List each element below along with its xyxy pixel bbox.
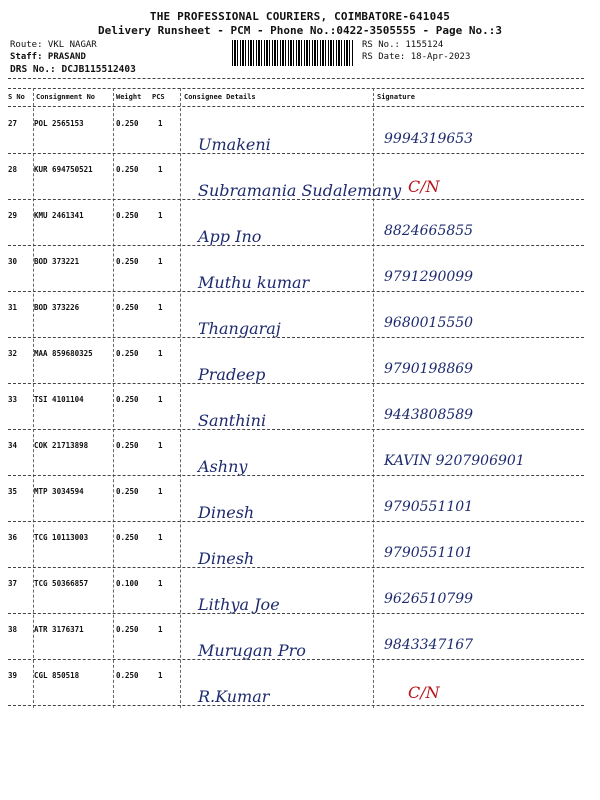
receiver-signature: 9790551101 — [384, 499, 474, 515]
col-consignment-header: Consignment No — [36, 93, 96, 101]
consignee-handwritten-name: Muthu kumar — [198, 273, 310, 292]
col-sno-header: S No — [8, 93, 25, 101]
row-pcs: 1 — [158, 671, 163, 680]
col-pcs-header: PCS — [152, 93, 165, 101]
row-consignment-no: TCG 50366857 — [34, 579, 89, 588]
divider — [8, 88, 584, 89]
receiver-signature: 9680015550 — [384, 315, 474, 331]
consignee-handwritten-name: Murugan Pro — [198, 641, 306, 660]
consignee-handwritten-name: Lithya Joe — [198, 595, 280, 614]
row-divider — [8, 521, 584, 522]
row-weight: 0.250 — [116, 441, 139, 450]
row-divider — [8, 291, 584, 292]
row-weight: 0.250 — [116, 257, 139, 266]
consignee-handwritten-name: Dinesh — [198, 503, 255, 522]
row-sno: 27 — [8, 119, 18, 128]
rs-date: RS Date: 18-Apr-2023 — [362, 52, 471, 62]
row-consignment-no: MAA 859680325 — [34, 349, 93, 358]
receiver-signature: C/N — [408, 177, 440, 196]
row-sno: 34 — [8, 441, 18, 450]
row-pcs: 1 — [158, 533, 163, 542]
route-label: Route: VKL NAGAR — [10, 40, 97, 50]
row-pcs: 1 — [158, 349, 163, 358]
receiver-signature: 9790198869 — [384, 361, 474, 377]
row-pcs: 1 — [158, 487, 163, 496]
row-pcs: 1 — [158, 211, 163, 220]
row-sno: 36 — [8, 533, 18, 542]
row-sno: 30 — [8, 257, 18, 266]
receiver-signature: 9791290099 — [384, 269, 474, 285]
runsheet-subtitle: Delivery Runsheet - PCM - Phone No.:0422-3505555 - Page No.:3 — [98, 24, 502, 37]
receiver-signature: 9994319653 — [384, 131, 474, 147]
row-weight: 0.250 — [116, 165, 139, 174]
row-consignment-no: COK 21713898 — [34, 441, 89, 450]
consignee-handwritten-name: R.Kumar — [198, 687, 270, 706]
divider — [8, 78, 584, 79]
consignee-handwritten-name: Santhini — [198, 411, 267, 430]
row-consignment-no: BOD 373226 — [34, 303, 80, 312]
row-pcs: 1 — [158, 303, 163, 312]
row-sno: 37 — [8, 579, 18, 588]
drs-number: DRS No.: DCJB115512403 — [10, 64, 136, 75]
row-divider — [8, 613, 584, 614]
row-divider — [8, 153, 584, 154]
receiver-signature: C/N — [408, 683, 440, 702]
receiver-signature: 9843347167 — [384, 637, 474, 653]
col-details-header: Consignee Details — [184, 93, 256, 101]
receiver-signature: 9790551101 — [384, 545, 474, 561]
row-consignment-no: MTP 3034594 — [34, 487, 84, 496]
consignee-handwritten-name: Dinesh — [198, 549, 255, 568]
row-sno: 38 — [8, 625, 18, 634]
row-weight: 0.250 — [116, 349, 139, 358]
barcode-image — [232, 40, 354, 66]
receiver-signature: KAVIN 9207906901 — [384, 453, 525, 469]
row-consignment-no: KMU 2461341 — [34, 211, 84, 220]
row-consignment-no: ATR 3176371 — [34, 625, 84, 634]
row-weight: 0.250 — [116, 303, 139, 312]
row-sno: 28 — [8, 165, 18, 174]
row-weight: 0.100 — [116, 579, 139, 588]
row-consignment-no: TSI 4101104 — [34, 395, 84, 404]
col-weight-header: Weight — [116, 93, 142, 101]
row-pcs: 1 — [158, 579, 163, 588]
row-pcs: 1 — [158, 625, 163, 634]
staff-label: Staff: PRASAND — [10, 52, 86, 62]
row-divider — [8, 429, 584, 430]
receiver-signature: 9443808589 — [384, 407, 474, 423]
row-divider — [8, 337, 584, 338]
row-divider — [8, 199, 584, 200]
row-weight: 0.250 — [116, 119, 139, 128]
row-divider — [8, 659, 584, 660]
row-consignment-no: TCG 10113003 — [34, 533, 89, 542]
consignee-handwritten-name: Thangaraj — [198, 319, 281, 338]
receiver-signature: 9626510799 — [384, 591, 474, 607]
consignee-handwritten-name: Subramania Sudalemany — [198, 181, 402, 200]
row-sno: 29 — [8, 211, 18, 220]
row-sno: 31 — [8, 303, 18, 312]
row-sno: 33 — [8, 395, 18, 404]
row-pcs: 1 — [158, 165, 163, 174]
consignee-handwritten-name: Pradeep — [198, 365, 266, 384]
row-divider — [8, 245, 584, 246]
row-consignment-no: POL 2565153 — [34, 119, 84, 128]
runsheet-title: THE PROFESSIONAL COURIERS, COIMBATORE-641045 — [149, 10, 451, 23]
row-consignment-no: CGL 850518 — [34, 671, 80, 680]
receiver-signature: 8824665855 — [384, 223, 474, 239]
row-divider — [8, 705, 584, 706]
row-weight: 0.250 — [116, 487, 139, 496]
consignee-handwritten-name: Ashny — [198, 457, 248, 476]
consignee-handwritten-name: Umakeni — [198, 135, 271, 154]
row-divider — [8, 383, 584, 384]
row-weight: 0.250 — [116, 671, 139, 680]
row-weight: 0.250 — [116, 625, 139, 634]
col-signature-header: Signature — [377, 93, 415, 101]
row-sno: 32 — [8, 349, 18, 358]
divider — [8, 106, 584, 107]
consignee-handwritten-name: App Ino — [198, 227, 262, 246]
row-divider — [8, 475, 584, 476]
row-pcs: 1 — [158, 441, 163, 450]
row-consignment-no: KUR 694750521 — [34, 165, 93, 174]
row-consignment-no: BOD 373221 — [34, 257, 80, 266]
row-weight: 0.250 — [116, 533, 139, 542]
row-sno: 39 — [8, 671, 18, 680]
row-weight: 0.250 — [116, 395, 139, 404]
row-weight: 0.250 — [116, 211, 139, 220]
row-pcs: 1 — [158, 119, 163, 128]
rs-number: RS No.: 1155124 — [362, 40, 444, 50]
row-pcs: 1 — [158, 395, 163, 404]
row-divider — [8, 567, 584, 568]
row-sno: 35 — [8, 487, 18, 496]
row-pcs: 1 — [158, 257, 163, 266]
